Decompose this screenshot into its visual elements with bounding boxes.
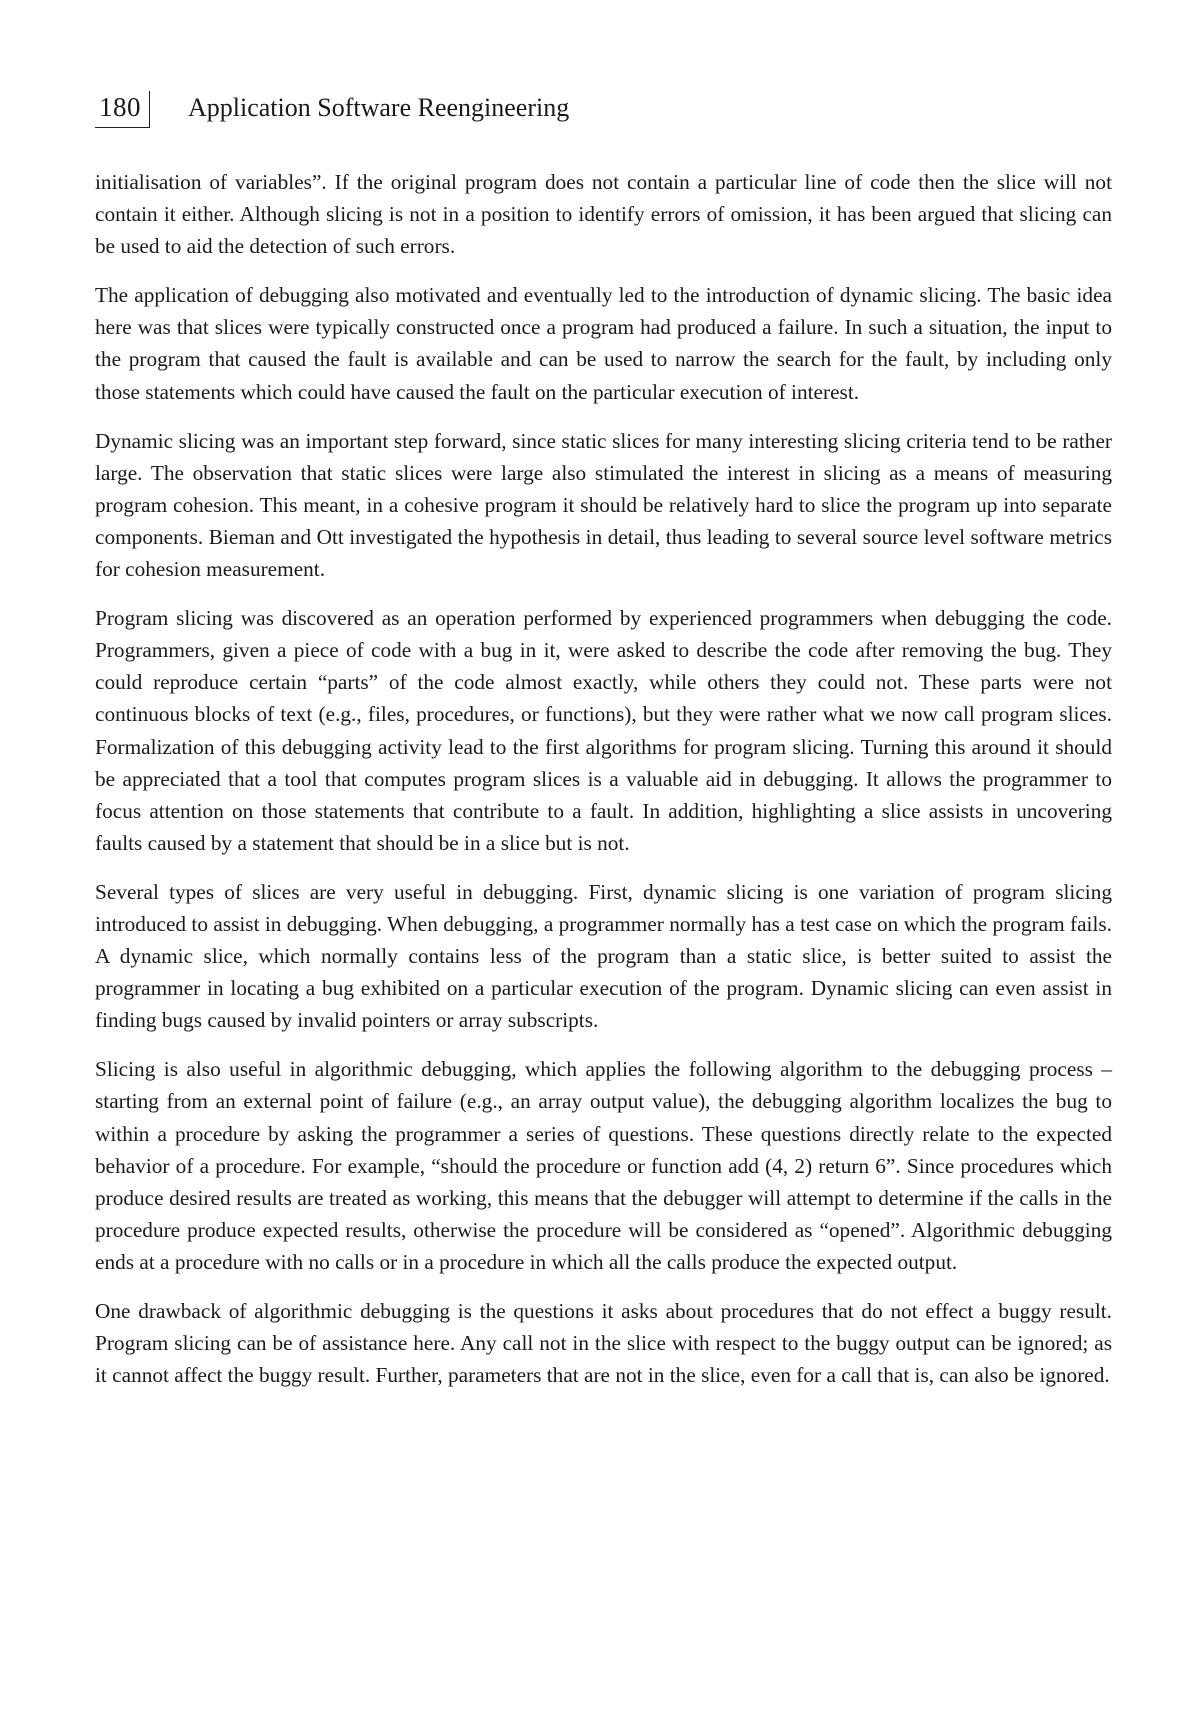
paragraph: Dynamic slicing was an important step forward, since static slices for many interesting slicing criteria tend to be rather large. The observation that static slices were large also stimulated the interest in slicing as a means of measuring program cohesion. This meant, in a cohesive program it should be relatively hard to slice the program up into separate components. Bieman and Ott investigated the hypothesis in detail, thus leading to several source level software metrics for cohesion measurement. — [95, 428, 1112, 582]
paragraph: Slicing is also useful in algorithmic debugging, which applies the following algorithm to the debugging process – starting from an external point of failure (e.g., an array output value), the debugging algorithm localizes the bug to within a procedure by asking the programmer a series of questions. These questions directly relate to the expected behavior of a procedure. For example, “should the procedure or function add (4, 2) return 6”. Since procedures which produce desired results are treated as working, this means that the debugger will attempt to determine if the calls in the procedure produce expected results, otherwise the procedure will be considered as “opened”. Algorithmic debugging ends at a procedure with no calls or in a procedure in which all the calls produce the expected output. — [95, 1057, 1112, 1274]
paragraph: initialisation of variables”. If the original program does not contain a particular line of code then the slice will not contain it either. Although slicing is not in a position to identify errors of omission, it has been argued that slicing can be used to aid the detection of such errors. — [95, 170, 1112, 259]
paragraph: The application of debugging also motivated and eventually led to the introduction of dynamic slicing. The basic idea here was that slices were typically constructed once a program had produced a failure. In such a situation, the input to the program that caused the fault is available and can be used to narrow the search for the fault, by including only those statements which could have caused the fault on the particular execution of interest. — [95, 283, 1112, 404]
paragraph: Program slicing was discovered as an operation performed by experienced programmers when debugging the code. Programmers, given a piece of code with a bug in it, were asked to describe the code after removing the bug. They could reproduce certain “parts” of the code almost exactly, while others they could not. These parts were not continuous blocks of text (e.g., files, procedures, or functions), but they were rather what we now call program slices. Formalization of this debugging activity lead to the first algorithms for program slicing. Turning this around it should be appreciated that a tool that computes program slices is a valuable aid in debugging. It allows the programmer to focus attention on those statements that contribute to a fault. In addition, highlighting a slice assists in uncovering faults caused by a statement that should be in a slice but is not. — [95, 606, 1112, 855]
body-text — [95, 166, 1112, 1408]
paragraph: Several types of slices are very useful in debugging. First, dynamic slicing is one variation of program slicing introduced to assist in debugging. When debugging, a programmer normally has a test case on which the program fails. A dynamic slice, which normally contains less of the program than a static slice, is better suited to assist the programmer in locating a bug exhibited on a particular execution of the program. Dynamic slicing can even assist in finding bugs caused by invalid pointers or array subscripts. — [95, 879, 1112, 1033]
running-title: Application Software Reengineering — [188, 93, 570, 122]
paragraph: One drawback of algorithmic debugging is the questions it asks about procedures that do not effect a buggy result. Program slicing can be of assistance here. Any call not in the slice with respect to the buggy output can be ignored; as it cannot affect the buggy result. Further, parameters that are not in the slice, even for a call that is, can also be ignored. — [95, 1299, 1112, 1388]
page-number: 180 — [95, 91, 150, 128]
running-head — [95, 88, 569, 128]
